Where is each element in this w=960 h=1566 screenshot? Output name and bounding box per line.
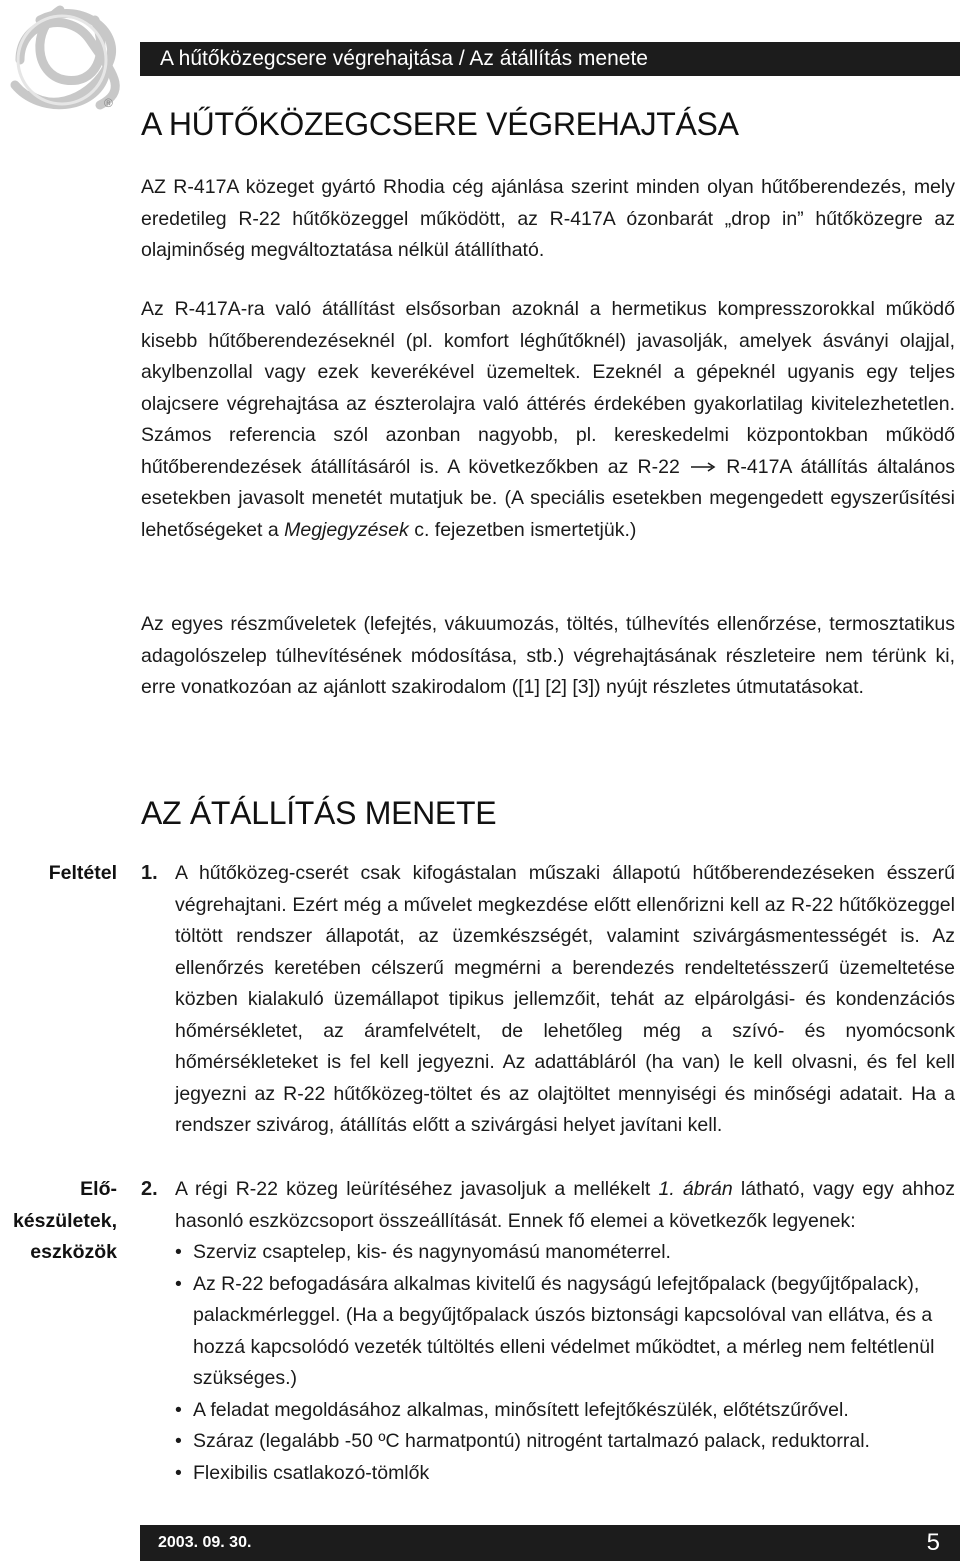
recommendation-paragraph	[141, 294, 955, 546]
arrow-right-icon	[689, 460, 717, 474]
footer	[140, 1525, 960, 1561]
step-2-text-end: látható, vagy egy ahhoz hasonló eszközcsoport összeállítását. Ennek fő elemei a következők legyenek:	[175, 1178, 956, 1232]
step-number-1: 1.	[141, 862, 158, 884]
side-label-line: készületek,	[12, 1209, 117, 1232]
side-label-preparations	[13, 1174, 117, 1269]
list-item: • A feladat megoldásához alkalmas, minősített lefejtőkészülék, előtétszűrővel.	[175, 1395, 957, 1427]
conversion-text-mid: R-417A átállítás általános esetekben javasolt menetét mutatjuk be. (A speciális esetekben megengedett egyszerűsítési lehetőségeket a	[141, 455, 956, 541]
step-2-text	[175, 1174, 955, 1237]
operations-paragraph: Az egyes részműveletek (lefejtés, vákuumozás, töltés, túlhevítés ellenőrzése, termosztatikus adagolószelep túlhevítésének módosítása, stb.) végrehajtásának részleteire nem térünk ki, erre vonatkozóan az ajánlott szakirodalom ([1] [2] [3]) nyújt részletes útmutatásokat.	[141, 613, 955, 698]
notes-reference: Megjegyzések	[284, 518, 409, 541]
step-2-text-start: A régi R-22 közeg leürítéséhez javasoljuk a mellékelt	[175, 1178, 651, 1200]
figure-reference: 1. ábrán	[658, 1178, 733, 1200]
section-heading-procedure: AZ ÁTÁLLÍTÁS MENETE	[141, 795, 497, 831]
list-item: • Az R-22 befogadására alkalmas kivitelű és nagyságú lefejtőpalack (begyűjtőpalack), palackmérleggel. (Ha a begyűjtőpalack úszós biztonsági kapcsolóval van ellátva, és a hozzá kapcsolódó vezeték túltöltés elleni védelmet működtet, a mérleg nem feltétlenül szükséges.)	[175, 1269, 957, 1395]
step-1-text: A hűtőközeg-cserét csak kifogástalan műszaki állapotú hűtőberendezéseken ésszerű végrehajtani. Ezért még a művelet megkezdése előtt ellenőrizni kell az R-22 hűtőközeggel töltött rendszer állapotát, az üzemkészségét, valamint szivárgásmentességét is. Az ellenőrzés keretében célszerű megmérni a berendezés rendeltetésszerű üzemeltetése közben kialakuló üzemállapot tipikus jellemzőit, tehát az elpárolgási- és kondenzációs hőmérsékletet, az áramfelvételt, de lehetőleg még a szívó- és nyomócsonk hőmérsékleteket is fel kell jegyezni. Az adattábláról (ha van) le kell olvasni, és fel kell jegyezni az R-22 hűtőközeg-töltet és az olajtöltet mennyiségi és minőségi adatait. Ha a rendszer szivárog, átállítás előtt a szivárgási helyet javítani kell.	[175, 862, 955, 1136]
side-label-condition: Feltétel	[48, 862, 117, 884]
running-header	[140, 42, 960, 76]
list-item: • Flexibilis csatlakozó-tömlők	[175, 1458, 957, 1490]
registered-mark: ®	[104, 96, 113, 110]
equipment-list	[175, 1237, 957, 1489]
list-item: • Száraz (legalább -50 ºC harmatpontú) nitrogént tartalmazó palack, reduktorral.	[175, 1426, 957, 1458]
section-heading-main: A HŰTŐKÖZEGCSERE VÉGREHAJTÁSA	[141, 106, 739, 142]
list-item: • Szerviz csaptelep, kis- és nagynyomású manométerrel.	[175, 1237, 957, 1269]
step-number-2: 2.	[141, 1178, 158, 1200]
recommendation-text: Az R-417A-ra való átállítást elsősorban azoknál a hermetikus kompresszorokkal működő kisebb hűtőberendezéseknél (pl. komfort léghűtőknél) javasolják, amelyek ásványi olajjal, akylbenzollal vagy ezek keverékével üzemeltek. Ezeknél a gépeknél ugyanis egy teljes olajcsere végrehajtása az észterolajra való áttérés érdekében gyakorlatilag kivitelezhetetlen. Számos referencia szól azonban nagyobb, pl. kereskedelmi központokban működő hűtőberendezések átállításáról is.	[141, 298, 955, 478]
company-logo-icon	[0, 0, 140, 120]
conversion-text-start: A következőkben az R-22	[447, 455, 680, 478]
intro-paragraph: AZ R-417A közeget gyártó Rhodia cég ajánlása szerint minden olyan hűtőberendezés, mely eredetileg R-22 hűtőközeggel működött, az R-417A ózonbarát „drop in” hűtőközegre az olajminőség megváltoztatása nélkül átállítható.	[141, 176, 955, 261]
running-title: A hűtőközegcsere végrehajtása / Az átállítás menete	[160, 47, 648, 70]
footer-date: 2003. 09. 30.	[158, 1534, 252, 1551]
side-label-line: eszközök	[30, 1241, 117, 1263]
page-number: 5	[926, 1529, 940, 1556]
side-label-line: Elő-	[80, 1178, 117, 1200]
conversion-text-end: c. fejezetben ismertetjük.)	[414, 518, 637, 541]
